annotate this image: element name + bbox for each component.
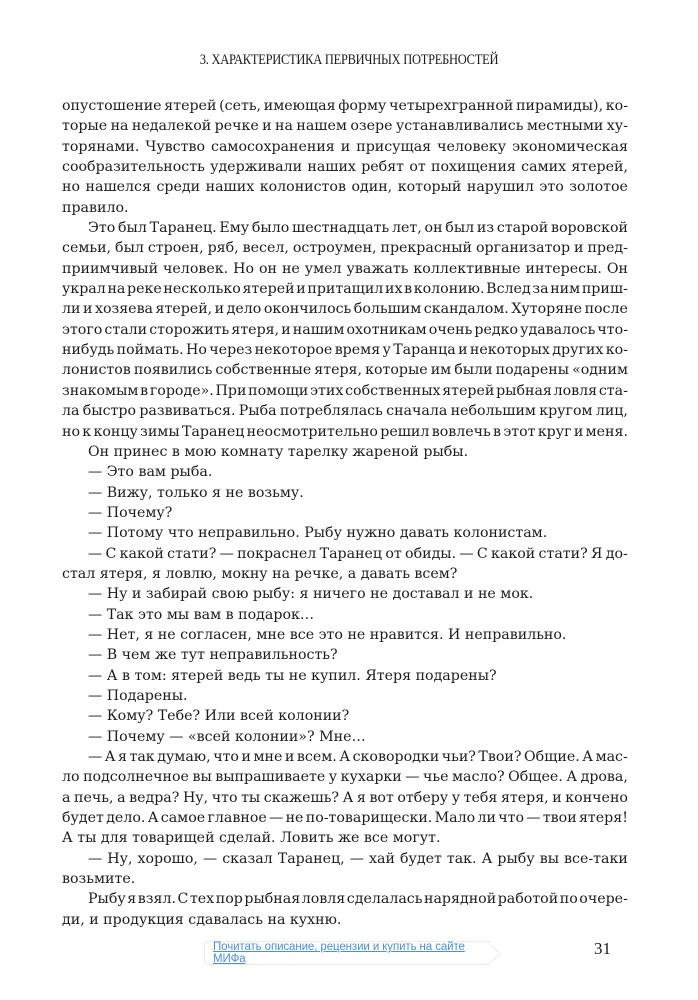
text-line: — А я так думаю, что и мне и всем. А сковородки чьи? Твои? Общие. А мас- xyxy=(88,749,628,765)
text-line: этого стали сторожить ятеря, и нашим охотникам очень редко удавалось что- xyxy=(62,321,628,338)
text-line: нибудь поймать. Но через некоторое время у Таранца и некоторых других ко- xyxy=(62,342,628,359)
text-line: Он принес в мою комнату тарелку жареной рыбы. xyxy=(88,443,469,460)
text-line: — Так это мы вам в подарок… xyxy=(88,606,315,623)
text-line: — А в том: ятерей ведь ты не купил. Ятеря подарены? xyxy=(88,667,497,684)
text-line: — Это вам рыба. xyxy=(88,464,213,481)
text-line: ли и хозяева ятерей, и дело окончилось большим скандалом. Хуторяне после xyxy=(62,301,628,318)
text-line: — Вижу, только я не возьму. xyxy=(88,484,304,501)
text-line: — С какой стати? — покраснел Таранец от обиды. — С какой стати? Я до- xyxy=(88,545,628,562)
text-line: приимчивый человек. Но он не умел уважать коллективные интересы. Он xyxy=(62,260,628,277)
text-line: — Почему — «всей колонии»? Мне… xyxy=(88,728,366,745)
text-line: опустошение ятерей (сеть, имеющая форму четырехгранной пирамиды), ко- xyxy=(62,98,628,114)
purchase-link-box[interactable] xyxy=(204,941,490,965)
text-line: ла быстро развиваться. Рыба потреблялась сначала небольшим кругом лиц, xyxy=(62,403,628,420)
text-line: — Нет, я не согласен, мне все это не нравится. И неправильно. xyxy=(88,626,567,643)
text-line: — Ну, хорошо, — сказал Таранец, — хай будет так. А рыбу вы все-таки xyxy=(88,850,628,867)
text-line: а печь, а ведра? Ну, что ты скажешь? А я вот отберу у тебя ятеря, и кончено xyxy=(62,789,628,806)
text-line: лонистов появились собственные ятеря, которые им были подарены «одним xyxy=(62,362,628,379)
text-line: торянами. Чувство самосохранения и присущая человеку экономическая xyxy=(62,138,628,155)
text-line: правило. xyxy=(62,199,129,216)
text-line: — Потому что неправильно. Рыбу нужно давать колонистам. xyxy=(88,525,548,542)
text-line: но нашелся среди наших колонистов один, который нарушил это золотое xyxy=(62,179,628,196)
text-line: возьмите. xyxy=(62,871,136,888)
body-text xyxy=(62,96,628,930)
text-line: — Ну и забирай свою рыбу: я ничего не доставал и не мок. xyxy=(88,586,534,603)
text-line: ло подсолнечное вы выпрашиваете у кухарки — чье масло? Общее. А дрова, xyxy=(62,769,628,786)
text-line: — Подарены. xyxy=(88,687,188,704)
text-line: но к концу зимы Таранец неосмотрительно решил вовлечь в этот круг и меня. xyxy=(62,423,628,440)
text-line: ди, и продукция сдавалась на кухню. xyxy=(62,911,342,928)
purchase-link[interactable]: Почитать описание, рецензии и купить на сайте МИФа xyxy=(213,941,465,965)
text-line: торые на недалекой речке и на нашем озере устанавливались местными ху- xyxy=(62,118,628,135)
page-number: 31 xyxy=(594,939,611,958)
text-line: сообразительность удерживали наших ребят от похищения самих ятерей, xyxy=(62,159,628,176)
text-line: украл на реке несколько ятерей и притащил их в колонию. Вслед за ним приш- xyxy=(62,281,628,298)
text-line: — Кому? Тебе? Или всей колонии? xyxy=(88,708,350,725)
text-line: — В чем же тут неправильность? xyxy=(88,647,338,664)
text-line: — Почему? xyxy=(88,504,173,521)
text-line: стал ятеря, я ловлю, мокну на речке, а давать всем? xyxy=(62,565,458,582)
text-line: Это был Таранец. Ему было шестнадцать лет, он был из старой воровской xyxy=(88,220,628,237)
running-header: 3. ХАРАКТЕРИСТИКА ПЕРВИЧНЫХ ПОТРЕБНОСТЕЙ xyxy=(199,52,499,68)
text-line: будет дело. А самое главное — не по-товарищески. Мало ли что — твои ятеря! xyxy=(62,810,628,827)
text-line: семьи, был строен, ряб, весел, остроумен, прекрасный организатор и пред- xyxy=(62,240,628,257)
text-line: Рыбу я взял. С тех пор рыбная ловля сделалась нарядной работой по очере- xyxy=(88,891,628,908)
text-line: А ты для товарищей сделай. Ловить же все могут. xyxy=(62,830,441,847)
text-line: знакомым в городе». При помощи этих собственных ятерей рыбная ловля ста- xyxy=(62,382,628,399)
